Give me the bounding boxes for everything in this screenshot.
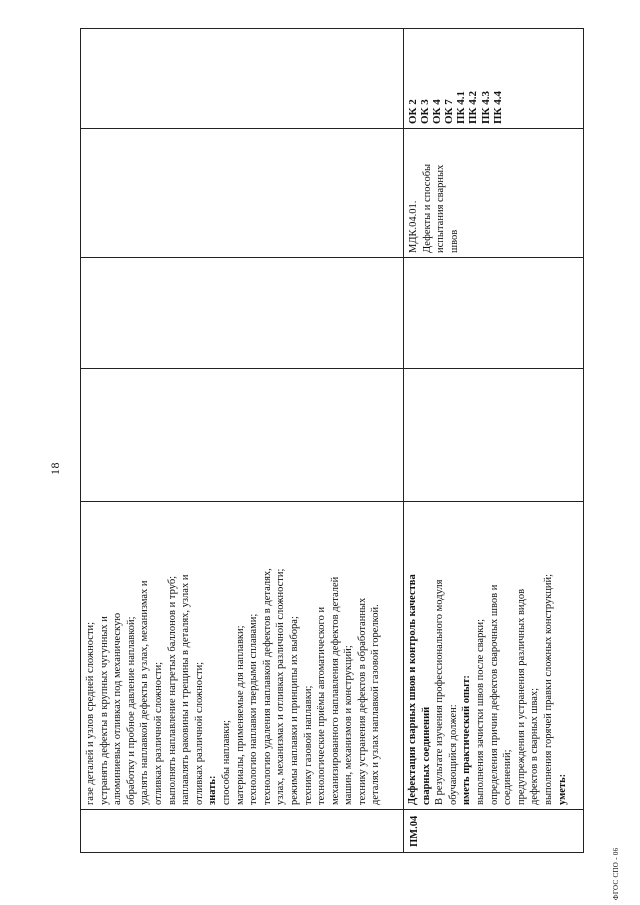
mdk-line: испытания сварных [435, 164, 447, 253]
table-divider [80, 128, 584, 129]
text-line: уметь: [556, 773, 568, 805]
competency-code: ПК 4.2 [467, 90, 480, 124]
text-line: В результате изучения профессионального модуля [434, 579, 446, 805]
text-line: отливках различной сложности; [193, 661, 205, 805]
text-line: машин, механизмов и конструкций; [343, 645, 355, 805]
text-line: обучающийся должен: [447, 704, 459, 805]
competency-code: ОК 2 [407, 99, 419, 124]
competency-code: ОК 4 [431, 99, 444, 124]
text-line: технологические приёмы автоматического и [316, 606, 328, 805]
table-divider [80, 501, 584, 502]
text-line: алюминиевых отливках под механическую [112, 612, 124, 805]
text-line: способы наплавки; [220, 720, 232, 805]
text-line: технику устранения дефектов в обработанных [356, 597, 368, 805]
text-line: знать: [207, 775, 219, 805]
text-line: удалять наплавкой дефекты в узлах, механизмах и [139, 580, 151, 805]
competency-code: ПК 4.1 [455, 90, 468, 124]
mdk-column [407, 164, 461, 253]
mdk-line: Дефекты и способы [421, 163, 433, 253]
text-line: технологию наплавки твердыми сплавами; [248, 613, 260, 805]
mdk-line: швов [448, 229, 460, 253]
section-pm04-text [406, 574, 569, 805]
competency-codes [407, 91, 504, 124]
footer-code: ФГОС СПО - 06 [612, 847, 620, 900]
text-line: узлах, механизмах и отливках различной сложности; [275, 568, 287, 805]
competency-code: ОК 7 [443, 99, 456, 124]
text-line: выполнения зачистки швов после сварки; [474, 619, 486, 805]
text-line: иметь практический опыт: [461, 675, 473, 805]
row-divider [403, 28, 404, 853]
text-line: деталях и узлах наплавкой газовой горелкой. [370, 604, 382, 805]
pm-code: ПМ.04 [409, 815, 420, 847]
text-line: предупреждения и устранения различных видов [515, 588, 527, 805]
text-line: соединений; [502, 749, 514, 805]
text-line: отливках различной сложности; [152, 661, 164, 805]
table-divider [80, 368, 584, 369]
text-line: дефектов в сварных швах; [529, 687, 541, 805]
text-line: выполнять наплавление нагретых баллонов и труб; [166, 575, 178, 805]
text-line: определения причин дефектов сварочных швов и [488, 584, 500, 805]
text-line: технику газовой наплавки; [302, 685, 314, 805]
competency-code: ОК 3 [419, 99, 432, 124]
table-divider [80, 809, 584, 810]
page-number: 18 [48, 462, 62, 475]
competency-code: ПК 4.4 [491, 90, 504, 124]
text-line: Дефектация сварных швов и контроль качества [407, 574, 418, 805]
text-line: обработку и пробное давление наплавкой; [125, 616, 137, 805]
text-line: механизированного наплавления дефектов деталей [329, 576, 341, 805]
competency-code: ПК 4.3 [479, 90, 492, 124]
text-line: выполнения горячей правки сложных конструкций; [542, 573, 554, 805]
table-divider [80, 257, 584, 258]
text-line: сварных соединений [420, 706, 432, 805]
skills-list [84, 568, 383, 805]
mdk-line: МДК.04.01. [408, 200, 419, 253]
text-line: режимы наплавки и принципы их выбора; [288, 616, 300, 805]
text-line: материалы, применяемые для наплавки; [234, 625, 246, 805]
text-line: газе деталей и узлов средней сложности; [85, 621, 96, 805]
text-line: технологию удаления наплавкой дефектов в деталях, [261, 568, 273, 805]
text-line: устранять дефекты в крупных чугунных и [98, 616, 110, 805]
text-line: наплавлять раковины и трещины в деталях, узлах и [180, 574, 192, 805]
